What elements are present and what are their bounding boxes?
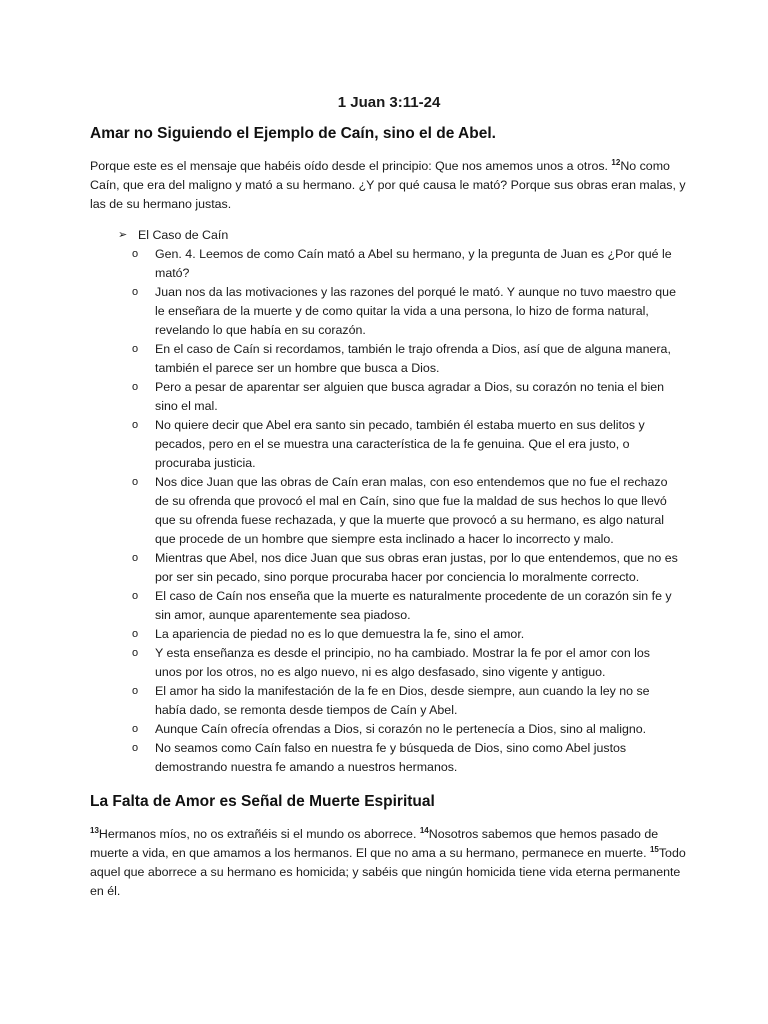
circle-bullet-icon: o: [132, 590, 139, 602]
list-item: [132, 416, 678, 473]
verse-number: 13: [90, 826, 99, 835]
verse-number: 14: [419, 826, 429, 835]
outline-list: [90, 226, 688, 245]
list-item-text: Pero a pesar de aparentar ser alguien que busca agradar a Dios, su corazón no tenia el bien sino el mal.: [155, 380, 665, 413]
circle-bullet-icon: o: [132, 685, 139, 697]
list-item-text: En el caso de Caín si recordamos, también le trajo ofrenda a Dios, así que de alguna manera, también el parece ser un hombre que busca a Dios.: [155, 342, 671, 375]
list-item: [132, 473, 678, 549]
list-item: [132, 587, 678, 625]
list-item-text: La apariencia de piedad no es lo que demuestra la fe, sino el amor.: [155, 627, 525, 641]
list-item-text: Nos dice Juan que las obras de Caín eran malas, con eso entendemos que no fue el rechazo de su ofrenda que provocó el mal en Caín, sino que fue la maldad de sus hechos lo que llevó que su ofrenda fuese rechazada, y que la muerte que provocó a su hermano, es algo natural que procede de un hombre que siempre esta inclinado a hacer lo incorrecto y malo.: [155, 475, 668, 546]
list-item: [132, 340, 678, 378]
circle-bullet-icon: o: [132, 476, 139, 488]
list-item: [132, 378, 678, 416]
sub-point-list: [90, 245, 688, 777]
list-item: [132, 625, 678, 644]
list-item-text: Mientras que Abel, nos dice Juan que sus obras eran justas, por lo que entendemos, que no es por ser sin pecado, sino porque procuraba hacer por conciencia lo moralmente correcto.: [155, 551, 678, 584]
list-item: [132, 739, 678, 777]
list-item-text: Aunque Caín ofrecía ofrendas a Dios, si corazón no le pertenecía a Dios, sino al maligno.: [155, 722, 647, 736]
page-title: 1 Juan 3:11-24: [337, 94, 441, 111]
section-falta-de-amor: [90, 793, 688, 901]
circle-bullet-icon: o: [132, 723, 139, 735]
circle-bullet-icon: o: [132, 647, 139, 659]
circle-bullet-icon: o: [132, 552, 139, 564]
circle-bullet-icon: o: [132, 248, 139, 260]
circle-bullet-icon: o: [132, 628, 139, 640]
list-item: [132, 549, 678, 587]
list-item: [132, 682, 678, 720]
circle-bullet-icon: o: [132, 381, 139, 393]
list-item: [132, 644, 678, 682]
list-item: [132, 720, 678, 739]
scripture-paragraph-13-15: [90, 825, 688, 901]
list-item-text: Juan nos da las motivaciones y las razones del porqué le mató. Y aunque no tuvo maestro que le enseñara de la muerte y de como quitar la vida a una persona, lo hizo de forma natural, revelando lo que había en su corazón.: [155, 285, 676, 337]
section-heading-cain-abel: Amar no Siguiendo el Ejemplo de Caín, sino el de Abel.: [90, 125, 496, 142]
list-item-text: No seamos como Caín falso en nuestra fe y búsqueda de Dios, sino como Abel justos demostrando nuestra fe amando a nuestros hermanos.: [155, 741, 627, 774]
circle-bullet-icon: o: [132, 419, 139, 431]
circle-bullet-icon: o: [132, 742, 139, 754]
verse-text: Todo aquel que aborrece a su hermano es homicida; y sabéis que ningún homicida tiene vida eterna permanente en él.: [90, 846, 686, 898]
verse-text: Nosotros sabemos que hemos pasado de muerte a vida, en que amamos a los hermanos. El que no ama a su hermano, permanece en muerte.: [90, 827, 659, 860]
outline-item-caso-de-cain: [118, 226, 688, 245]
list-item: [132, 245, 678, 283]
list-item-text: El caso de Caín nos enseña que la muerte es naturalmente procedente de un corazón sin fe y sin amor, aunque aparentemente sea piadoso.: [155, 589, 672, 622]
list-item-text: Gen. 4. Leemos de como Caín mató a Abel su hermano, y la pregunta de Juan es ¿Por qué le mató?: [155, 247, 672, 280]
verse-number: 12: [611, 158, 621, 167]
list-item-text: No quiere decir que Abel era santo sin pecado, también él estaba muerto en sus delitos y pecados, pero en el se muestra una característica de la fe genuina. Que el era justo, o procuraba justicia.: [155, 418, 645, 470]
verse-text: Porque este es el mensaje que habéis oído desde el principio: Que nos amemos unos a otros.: [90, 159, 612, 173]
arrow-bullet-icon: ➢: [118, 229, 128, 241]
circle-bullet-icon: o: [132, 343, 139, 355]
verse-number: 15: [649, 845, 659, 854]
list-item-text: Y esta enseñanza es desde el principio, no ha cambiado. Mostrar la fe por el amor con los unos por los otros, no es algo nuevo, ni es algo desfasado, sino vigente y antiguo.: [155, 646, 650, 679]
verse-text: No como Caín, que era del maligno y mató a su hermano. ¿Y por qué causa le mató? Porque sus obras eran malas, y las de su hermano justas.: [90, 159, 686, 211]
section-heading-muerte-espiritual: La Falta de Amor es Señal de Muerte Espiritual: [90, 793, 435, 810]
list-item-text: El amor ha sido la manifestación de la fe en Dios, desde siempre, aun cuando la ley no se había dado, se remonta desde tiempos de Caín y Abel.: [155, 684, 650, 717]
list-item: [132, 283, 678, 340]
circle-bullet-icon: o: [132, 286, 139, 298]
scripture-paragraph-11-12: [90, 157, 688, 214]
verse-text: Hermanos míos, no os extrañéis si el mundo os aborrece.: [98, 827, 420, 841]
outline-item-label: El Caso de Caín: [138, 228, 229, 242]
